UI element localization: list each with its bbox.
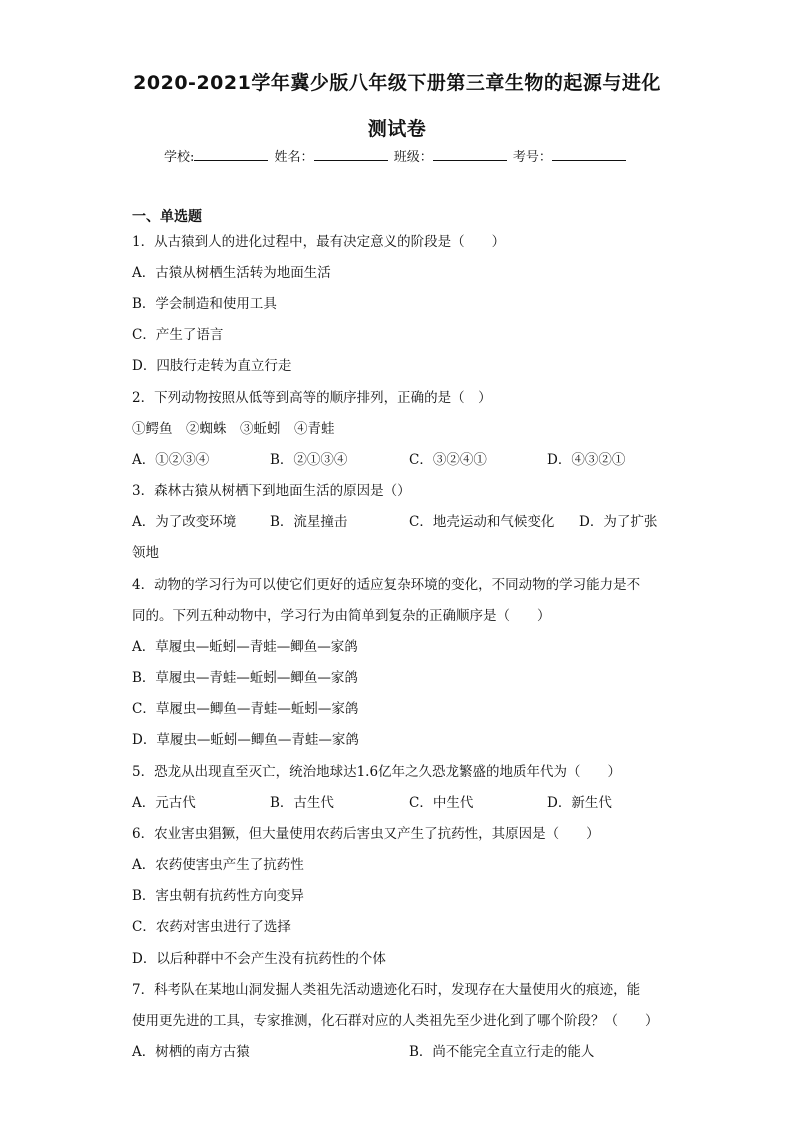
q1-option-a: A．古猿从树栖生活转为地面生活: [132, 265, 331, 281]
q4-stem-line1: 4．动物的学习行为可以使它们更好的适应复杂环境的变化，不同动物的学习能力是不: [132, 577, 641, 593]
student-info-row: [164, 146, 628, 165]
q4-stem-line2: 同的。下列五种动物中，学习行为由简单到复杂的正确顺序是（ ）: [132, 608, 551, 624]
q2-stem: 2．下列动物按照从低等到高等的顺序排列，正确的是（ ）: [132, 390, 492, 406]
q3-option-d-continued: 领地: [132, 545, 159, 561]
exam-title-line2: 测试卷: [367, 118, 427, 140]
school-blank[interactable]: [194, 148, 268, 161]
section-heading: 一、单选题: [132, 209, 202, 225]
number-blank[interactable]: [552, 148, 626, 161]
q5-option-d: D．新生代: [547, 795, 612, 811]
q6-option-b: B．害虫朝有抗药性方向变异: [132, 888, 304, 904]
q2-option-a: A．①②③④: [132, 452, 210, 468]
q2-option-b: B．②①③④: [270, 452, 348, 468]
q2-items: ①鳄鱼 ②蜘蛛 ③蚯蚓 ④青蛙: [132, 421, 335, 437]
q6-stem: 6．农业害虫猖獗，但大量使用农药后害虫又产生了抗药性，其原因是（ ）: [132, 826, 600, 842]
q7-option-b: B．尚不能完全直立行走的能人: [409, 1044, 595, 1060]
q1-option-c: C．产生了语言: [132, 327, 224, 343]
q3-option-d: D．为了扩张: [579, 514, 658, 530]
q4-option-b: B．草履虫—青蛙—蚯蚓—鲫鱼—家鸽: [132, 670, 358, 686]
q3-stem: 3．森林古猿从树栖下到地面生活的原因是（）: [132, 483, 411, 499]
q7-stem-line1: 7．科考队在某地山洞发掘人类祖先活动遗迹化石时，发现存在大量使用火的痕迹，能: [132, 982, 641, 998]
q2-option-d: D．④③②①: [547, 452, 626, 468]
class-label: 班级：: [393, 150, 433, 165]
q1-option-d: D．四肢行走转为直立行走: [132, 358, 292, 374]
q3-option-c: C．地壳运动和气候变化: [409, 514, 555, 530]
q1-stem: 1．从古猿到人的进化过程中，最有决定意义的阶段是（ ）: [132, 234, 506, 250]
q6-option-c: C．农药对害虫进行了选择: [132, 919, 291, 935]
q3-option-a: A．为了改变环境: [132, 514, 237, 530]
name-label: 姓名：: [274, 150, 314, 165]
q6-option-a: A．农药使害虫产生了抗药性: [132, 857, 304, 873]
q5-option-b: B．古生代: [270, 795, 334, 811]
q3-option-b: B．流星撞击: [270, 514, 348, 530]
exam-title-line1: 2020-2021学年冀少版八年级下册第三章生物的起源与进化: [133, 72, 661, 94]
q4-option-a: A．草履虫—蚯蚓—青蛙—鲫鱼—家鸽: [132, 639, 358, 655]
q4-option-c: C．草履虫—鲫鱼—青蛙—蚯蚓—家鸽: [132, 701, 359, 717]
q6-option-d: D．以后种群中不会产生没有抗药性的个体: [132, 951, 386, 967]
q5-option-a: A．元古代: [132, 795, 196, 811]
class-blank[interactable]: [433, 148, 507, 161]
q5-stem: 5．恐龙从出现直至灭亡，统治地球达1.6亿年之久恐龙繁盛的地质年代为（ ）: [132, 764, 622, 780]
school-label: 学校:: [164, 150, 195, 165]
number-label: 考号：: [512, 150, 552, 165]
name-blank[interactable]: [314, 148, 388, 161]
q4-option-d: D．草履虫—蚯蚓—鲫鱼—青蛙—家鸽: [132, 732, 359, 748]
q7-stem-line2: 使用更先进的工具，专家推测，化石群对应的人类祖先至少进化到了哪个阶段？（ ）: [132, 1013, 659, 1029]
q1-option-b: B．学会制造和使用工具: [132, 296, 277, 312]
q5-option-c: C．中生代: [409, 795, 474, 811]
q2-option-c: C．③②④①: [409, 452, 487, 468]
q7-option-a: A．树栖的南方古猿: [132, 1044, 250, 1060]
